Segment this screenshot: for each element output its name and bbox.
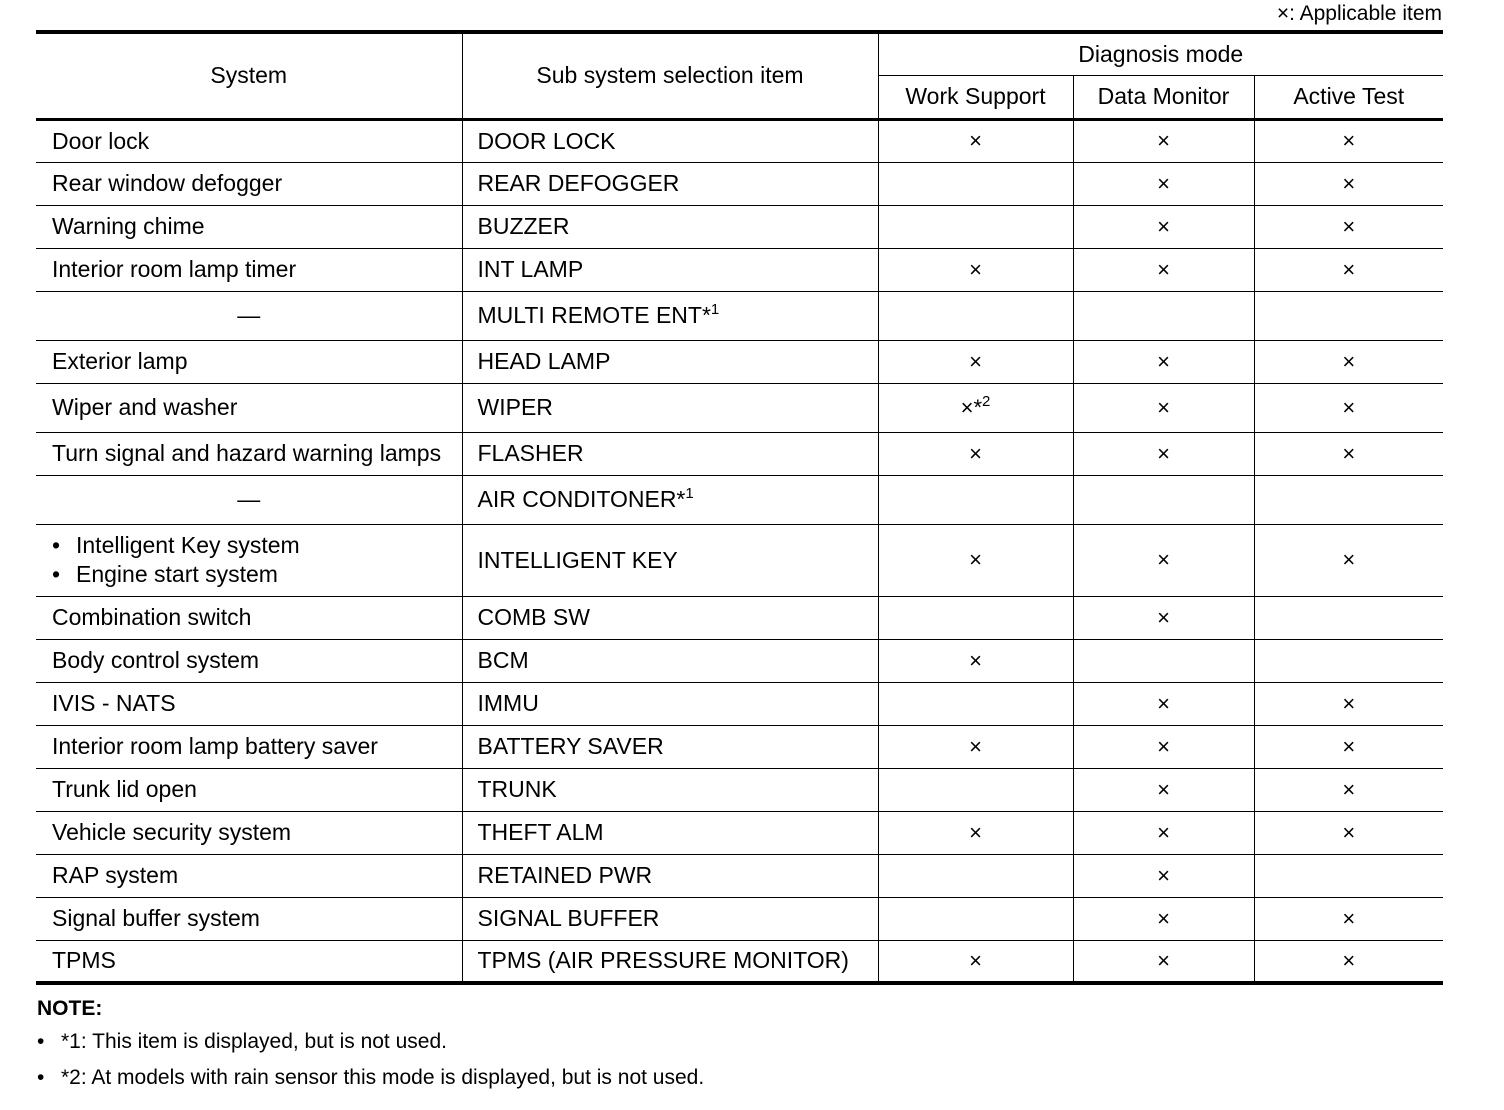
active-test-mark: × [1254, 432, 1443, 475]
system-cell: RAP system [36, 854, 462, 897]
header-sub-system: Sub system selection item [462, 32, 878, 119]
work-support-mark [878, 854, 1073, 897]
footnote-ref: 1 [685, 485, 694, 502]
work-support-mark [878, 682, 1073, 725]
table-row [36, 291, 1443, 340]
sub-system-cell: BATTERY SAVER [462, 725, 878, 768]
system-cell: Wiper and washer [36, 383, 462, 432]
active-test-mark [1254, 854, 1443, 897]
sub-system-cell: RETAINED PWR [462, 854, 878, 897]
data-monitor-mark: × [1073, 383, 1254, 432]
system-cell: Interior room lamp timer [36, 248, 462, 291]
work-support-mark [878, 162, 1073, 205]
data-monitor-mark: × [1073, 524, 1254, 596]
table-row [36, 725, 1443, 768]
data-monitor-mark: × [1073, 162, 1254, 205]
data-monitor-mark: × [1073, 596, 1254, 639]
table-row [36, 524, 1443, 596]
data-monitor-mark: × [1073, 725, 1254, 768]
sub-system-text: AIR CONDITONER* [477, 486, 686, 512]
work-support-mark [878, 383, 1073, 432]
table-row [36, 854, 1443, 897]
system-cell: IVIS - NATS [36, 682, 462, 725]
work-support-mark [878, 475, 1073, 524]
work-support-mark: × [878, 340, 1073, 383]
table-row [36, 432, 1443, 475]
system-list-item [52, 531, 462, 560]
table-row [36, 897, 1443, 940]
table-row [36, 940, 1443, 983]
work-support-mark: × [878, 119, 1073, 162]
header-diagnosis-mode: Diagnosis mode [878, 32, 1443, 75]
sub-system-cell: BCM [462, 639, 878, 682]
sub-system-text: MULTI REMOTE ENT* [477, 302, 711, 328]
data-monitor-mark: × [1073, 432, 1254, 475]
bullet-dot: • [37, 1030, 45, 1053]
header-active-test: Active Test [1254, 75, 1443, 119]
system-cell-dash: — [36, 475, 462, 524]
sub-system-cell: COMB SW [462, 596, 878, 639]
data-monitor-mark: × [1073, 119, 1254, 162]
active-test-mark: × [1254, 205, 1443, 248]
system-cell: Turn signal and hazard warning lamps [36, 432, 462, 475]
active-test-mark: × [1254, 383, 1443, 432]
system-cell: Rear window defogger [36, 162, 462, 205]
sub-system-cell: FLASHER [462, 432, 878, 475]
data-monitor-mark: × [1073, 897, 1254, 940]
bullet-dot: • [37, 1066, 45, 1089]
work-support-mark: × [878, 725, 1073, 768]
sub-system-cell: INTELLIGENT KEY [462, 524, 878, 596]
sub-system-cell [462, 291, 878, 340]
sub-system-cell: REAR DEFOGGER [462, 162, 878, 205]
active-test-mark: × [1254, 897, 1443, 940]
system-cell: Trunk lid open [36, 768, 462, 811]
note-section [37, 994, 704, 1096]
data-monitor-mark: × [1073, 854, 1254, 897]
work-support-mark [878, 291, 1073, 340]
active-test-mark: × [1254, 162, 1443, 205]
active-test-mark [1254, 596, 1443, 639]
data-monitor-mark [1073, 291, 1254, 340]
table-row [36, 119, 1443, 162]
system-list-item [52, 560, 462, 589]
system-cell: Signal buffer system [36, 897, 462, 940]
sub-system-cell: TRUNK [462, 768, 878, 811]
active-test-mark [1254, 639, 1443, 682]
sub-system-cell: THEFT ALM [462, 811, 878, 854]
data-monitor-mark: × [1073, 811, 1254, 854]
work-support-mark [878, 205, 1073, 248]
sub-system-cell [462, 475, 878, 524]
sub-system-cell: TPMS (AIR PRESSURE MONITOR) [462, 940, 878, 983]
table-row [36, 475, 1443, 524]
system-cell-list [36, 524, 462, 596]
system-cell: Vehicle security system [36, 811, 462, 854]
bullet-dot: • [52, 532, 61, 558]
table-row [36, 383, 1443, 432]
active-test-mark: × [1254, 119, 1443, 162]
system-cell: Interior room lamp battery saver [36, 725, 462, 768]
data-monitor-mark: × [1073, 682, 1254, 725]
system-cell: TPMS [36, 940, 462, 983]
work-support-mark [878, 596, 1073, 639]
data-monitor-mark: × [1073, 768, 1254, 811]
sub-system-cell: INT LAMP [462, 248, 878, 291]
sub-system-cell: SIGNAL BUFFER [462, 897, 878, 940]
note-item [37, 1060, 704, 1096]
system-list-text: Intelligent Key system [76, 532, 300, 558]
active-test-mark: × [1254, 248, 1443, 291]
sub-system-cell: DOOR LOCK [462, 119, 878, 162]
work-support-mark [878, 897, 1073, 940]
table-row [36, 596, 1443, 639]
system-cell: Combination switch [36, 596, 462, 639]
header-data-monitor: Data Monitor [1073, 75, 1254, 119]
header-system: System [36, 32, 462, 119]
sub-system-cell: IMMU [462, 682, 878, 725]
table-row [36, 248, 1443, 291]
table-row [36, 162, 1443, 205]
system-cell: Door lock [36, 119, 462, 162]
header-work-support: Work Support [878, 75, 1073, 119]
system-list-text: Engine start system [76, 561, 278, 587]
table-row [36, 340, 1443, 383]
active-test-mark [1254, 475, 1443, 524]
note-text: *2: At models with rain sensor this mode is displayed, but is not used. [61, 1066, 705, 1089]
work-support-mark [878, 768, 1073, 811]
system-cell: Warning chime [36, 205, 462, 248]
work-support-mark: × [878, 432, 1073, 475]
data-monitor-mark: × [1073, 205, 1254, 248]
work-support-mark: × [878, 248, 1073, 291]
active-test-mark: × [1254, 725, 1443, 768]
footnote-ref: 2 [982, 392, 991, 410]
table-row [36, 682, 1443, 725]
sub-system-cell: HEAD LAMP [462, 340, 878, 383]
active-test-mark: × [1254, 940, 1443, 983]
active-test-mark [1254, 291, 1443, 340]
sub-system-cell: BUZZER [462, 205, 878, 248]
work-support-mark: × [878, 524, 1073, 596]
active-test-mark: × [1254, 340, 1443, 383]
system-cell-dash: — [36, 291, 462, 340]
table-row [36, 811, 1443, 854]
table-row [36, 639, 1443, 682]
active-test-mark: × [1254, 768, 1443, 811]
work-support-mark: × [878, 639, 1073, 682]
legend-applicable-item: ×: Applicable item [1276, 2, 1442, 25]
note-item [37, 1024, 704, 1060]
active-test-mark: × [1254, 811, 1443, 854]
work-support-mark-text: ×* [960, 394, 983, 420]
data-monitor-mark [1073, 475, 1254, 524]
diagnosis-table [36, 30, 1443, 985]
active-test-mark: × [1254, 682, 1443, 725]
data-monitor-mark [1073, 639, 1254, 682]
work-support-mark: × [878, 940, 1073, 983]
data-monitor-mark: × [1073, 940, 1254, 983]
bullet-dot: • [52, 561, 61, 587]
table-row [36, 768, 1443, 811]
work-support-mark: × [878, 811, 1073, 854]
table-row [36, 205, 1443, 248]
note-text: *1: This item is displayed, but is not used. [61, 1030, 447, 1053]
data-monitor-mark: × [1073, 340, 1254, 383]
data-monitor-mark: × [1073, 248, 1254, 291]
system-cell: Exterior lamp [36, 340, 462, 383]
note-title: NOTE: [37, 997, 103, 1020]
sub-system-cell: WIPER [462, 383, 878, 432]
footnote-ref: 1 [710, 301, 720, 318]
system-cell: Body control system [36, 639, 462, 682]
active-test-mark: × [1254, 524, 1443, 596]
